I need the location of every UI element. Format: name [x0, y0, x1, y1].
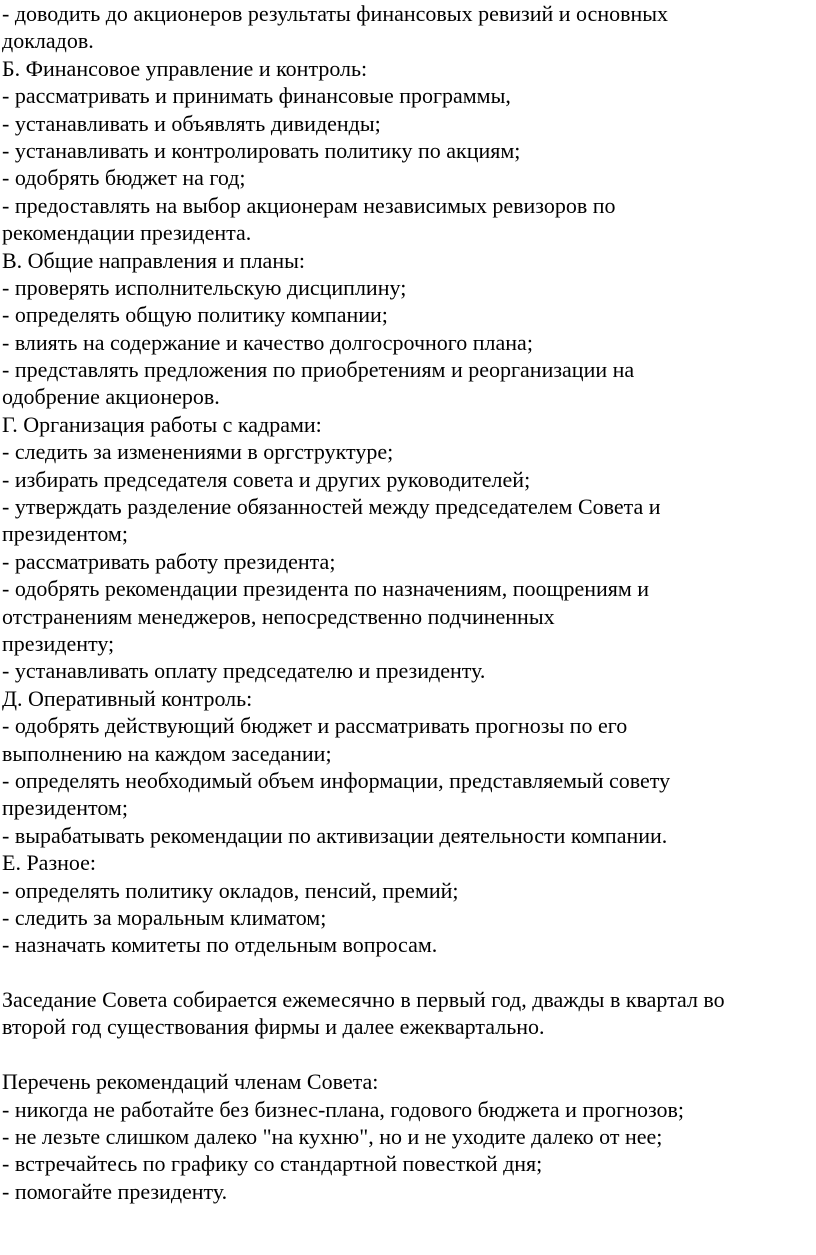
- section-heading-g: Г. Организация работы с кадрами:: [2, 411, 322, 437]
- text-line: выполнению на каждом заседании;: [2, 740, 332, 766]
- text-line: - не лезьте слишком далеко "на кухню", но и не уходите далеко от нее;: [2, 1124, 663, 1150]
- text-line: - определять политику окладов, пенсий, премий;: [2, 877, 459, 903]
- text-line: - рассматривать работу президента;: [2, 548, 336, 574]
- text-line: президентом;: [2, 521, 128, 547]
- section-heading-d: Д. Оперативный контроль:: [2, 685, 253, 711]
- text-line: президенту;: [2, 630, 115, 656]
- section-heading-v: В. Общие направления и планы:: [2, 247, 305, 273]
- text-line: отстранениям менеджеров, непосредственно подчиненных: [2, 603, 555, 629]
- text-line: Заседание Совета собирается ежемесячно в первый год, дважды в квартал во: [2, 987, 725, 1013]
- paragraph-gap: [2, 959, 814, 986]
- text-line: - одобрять рекомендации президента по назначениям, поощрениям и: [2, 576, 650, 602]
- text-line: президентом;: [2, 795, 128, 821]
- text-line: - следить за изменениями в оргструктуре;: [2, 439, 394, 465]
- text-line: одобрение акционеров.: [2, 384, 220, 410]
- text-line: - устанавливать и объявлять дивиденды;: [2, 110, 381, 136]
- paragraph-gap: [2, 1041, 814, 1068]
- text-line: - помогайте президенту.: [2, 1178, 228, 1204]
- text-line: - одобрять действующий бюджет и рассматривать прогнозы по его: [2, 713, 628, 739]
- recommendations-heading: Перечень рекомендаций членам Совета:: [2, 1069, 379, 1095]
- section-heading-e: Е. Разное:: [2, 850, 97, 876]
- text-line: - проверять исполнительскую дисциплину;: [2, 274, 407, 300]
- text-line: докладов.: [2, 28, 94, 54]
- text-line: - следить за моральным климатом;: [2, 904, 327, 930]
- text-line: - предоставлять на выбор акционерам независимых ревизоров по: [2, 192, 616, 218]
- text-line: рекомендации президента.: [2, 220, 252, 246]
- text-line: - определять необходимый объем информации, представляемый совету: [2, 767, 671, 793]
- text-line: - утверждать разделение обязанностей между председателем Совета и: [2, 494, 661, 520]
- text-line: второй год существования фирмы и далее ежеквартально.: [2, 1014, 545, 1040]
- text-line: - влиять на содержание и качество долгосрочного плана;: [2, 329, 533, 355]
- text-line: - избирать председателя совета и других руководителей;: [2, 466, 531, 492]
- text-line: - устанавливать оплату председателю и президенту.: [2, 658, 486, 684]
- text-line: - рассматривать и принимать финансовые программы,: [2, 83, 511, 109]
- text-line: - назначать комитеты по отдельным вопросам.: [2, 932, 438, 958]
- document-body: [2, 0, 814, 1205]
- text-line: - определять общую политику компании;: [2, 302, 388, 328]
- text-line: - представлять предложения по приобретениям и реорганизации на: [2, 357, 635, 383]
- text-line: - вырабатывать рекомендации по активизации деятельности компании.: [2, 822, 668, 848]
- text-line: - одобрять бюджет на год;: [2, 165, 246, 191]
- text-line: - устанавливать и контролировать политику по акциям;: [2, 137, 521, 163]
- text-line: - доводить до акционеров результаты финансовых ревизий и основных: [2, 1, 669, 26]
- section-heading-b: Б. Финансовое управление и контроль:: [2, 55, 368, 81]
- text-line: - никогда не работайте без бизнес-плана, годового бюджета и прогнозов;: [2, 1096, 685, 1122]
- text-line: - встречайтесь по графику со стандартной повесткой дня;: [2, 1151, 543, 1177]
